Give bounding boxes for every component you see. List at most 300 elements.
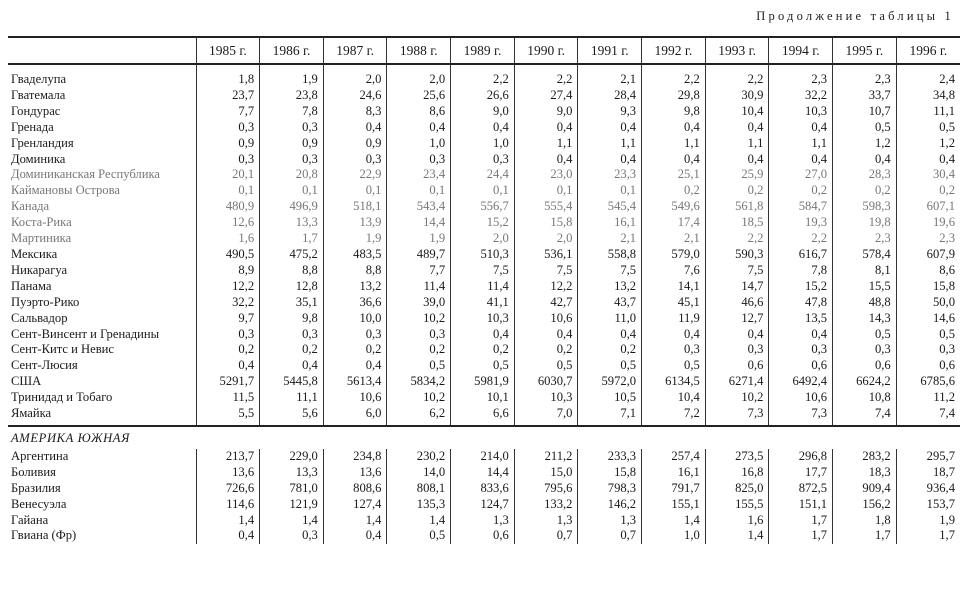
- value-cell: 1,1: [705, 136, 769, 152]
- value-cell: 0,4: [578, 120, 642, 136]
- value-cell: 10,4: [705, 104, 769, 120]
- value-cell: 5,5: [196, 406, 260, 426]
- value-cell: 0,4: [514, 327, 578, 343]
- table-row: [8, 342, 960, 358]
- table-row: [8, 104, 960, 120]
- value-cell: 2,3: [833, 231, 897, 247]
- value-cell: 10,7: [833, 104, 897, 120]
- table-row: [8, 513, 960, 529]
- value-cell: 14,6: [896, 311, 960, 327]
- value-cell: 5981,9: [451, 374, 515, 390]
- south-america-rows: [8, 449, 960, 544]
- value-cell: 518,1: [323, 199, 387, 215]
- value-cell: 15,2: [769, 279, 833, 295]
- value-cell: 23,4: [387, 167, 451, 183]
- value-cell: 1,8: [833, 513, 897, 529]
- value-cell: 808,6: [323, 481, 387, 497]
- value-cell: 2,3: [833, 64, 897, 88]
- value-cell: 13,3: [260, 215, 324, 231]
- country-name: Сент-Люсия: [11, 358, 78, 373]
- value-cell: 1,7: [769, 513, 833, 529]
- value-cell: 135,3: [387, 497, 451, 513]
- value-cell: 0,1: [196, 183, 260, 199]
- value-cell: 0,2: [451, 342, 515, 358]
- value-cell: 0,9: [323, 136, 387, 152]
- value-cell: 0,3: [196, 120, 260, 136]
- value-cell: 7,7: [387, 263, 451, 279]
- value-cell: 0,2: [642, 183, 706, 199]
- value-cell: 0,1: [260, 183, 324, 199]
- value-cell: 7,8: [260, 104, 324, 120]
- section-heading-fill: [196, 426, 960, 449]
- value-cell: 0,4: [387, 120, 451, 136]
- country-name: Никарагуа: [11, 262, 68, 277]
- value-cell: 10,2: [705, 390, 769, 406]
- value-cell: 17,7: [769, 465, 833, 481]
- value-cell: 1,7: [896, 528, 960, 544]
- value-cell: 0,5: [578, 358, 642, 374]
- value-cell: 8,6: [387, 104, 451, 120]
- value-cell: 16,8: [705, 465, 769, 481]
- value-cell: 0,4: [451, 327, 515, 343]
- value-cell: 0,6: [451, 528, 515, 544]
- value-cell: 0,4: [514, 152, 578, 168]
- table-row: [8, 481, 960, 497]
- value-cell: 0,4: [769, 120, 833, 136]
- value-cell: 6785,6: [896, 374, 960, 390]
- value-cell: 10,4: [642, 390, 706, 406]
- table-row: [8, 136, 960, 152]
- value-cell: 7,5: [705, 263, 769, 279]
- value-cell: 43,7: [578, 295, 642, 311]
- value-cell: 0,5: [387, 358, 451, 374]
- value-cell: 20,8: [260, 167, 324, 183]
- value-cell: 1,1: [578, 136, 642, 152]
- value-cell: 234,8: [323, 449, 387, 465]
- value-cell: 33,7: [833, 88, 897, 104]
- value-cell: 10,6: [769, 390, 833, 406]
- country-name: Гайана: [11, 512, 49, 527]
- north-america-rows: [8, 64, 960, 426]
- country-name: Мартиника: [11, 231, 72, 246]
- country-name: Сент-Винсент и Гренадины: [11, 326, 160, 341]
- value-cell: 2,1: [642, 231, 706, 247]
- value-cell: 0,3: [642, 342, 706, 358]
- table-row: [8, 231, 960, 247]
- value-cell: 127,4: [323, 497, 387, 513]
- value-cell: 22,9: [323, 167, 387, 183]
- value-cell: 825,0: [705, 481, 769, 497]
- country-name: Доминика: [11, 151, 66, 166]
- value-cell: 7,4: [896, 406, 960, 426]
- value-cell: 0,3: [323, 327, 387, 343]
- value-cell: 15,2: [451, 215, 515, 231]
- value-cell: 0,4: [578, 152, 642, 168]
- year-header: 1988 г.: [387, 37, 451, 64]
- value-cell: 490,5: [196, 247, 260, 263]
- value-cell: 0,3: [260, 327, 324, 343]
- value-cell: 10,6: [323, 390, 387, 406]
- value-cell: 872,5: [769, 481, 833, 497]
- section-heading: АМЕРИКА ЮЖНАЯ: [8, 426, 196, 449]
- value-cell: 0,5: [896, 120, 960, 136]
- value-cell: 1,6: [196, 231, 260, 247]
- value-cell: 7,4: [833, 406, 897, 426]
- value-cell: 7,3: [705, 406, 769, 426]
- value-cell: 561,8: [705, 199, 769, 215]
- table-row: [8, 327, 960, 343]
- value-cell: 34,8: [896, 88, 960, 104]
- value-cell: 213,7: [196, 449, 260, 465]
- value-cell: 0,5: [642, 358, 706, 374]
- value-cell: 1,6: [705, 513, 769, 529]
- value-cell: 1,4: [705, 528, 769, 544]
- table-row: [8, 215, 960, 231]
- country-name: Гренада: [11, 119, 54, 134]
- value-cell: 590,3: [705, 247, 769, 263]
- value-cell: 11,4: [387, 279, 451, 295]
- value-cell: 7,0: [514, 406, 578, 426]
- value-cell: 14,4: [451, 465, 515, 481]
- value-cell: 6,0: [323, 406, 387, 426]
- value-cell: 1,4: [260, 513, 324, 529]
- value-cell: 791,7: [642, 481, 706, 497]
- value-cell: 0,4: [642, 152, 706, 168]
- value-cell: 1,8: [196, 64, 260, 88]
- country-name: США: [11, 374, 42, 389]
- value-cell: 536,1: [514, 247, 578, 263]
- country-name: Доминиканская Республика: [11, 167, 160, 182]
- value-cell: 1,4: [387, 513, 451, 529]
- value-cell: 0,1: [578, 183, 642, 199]
- value-cell: 5834,2: [387, 374, 451, 390]
- table-row: [8, 311, 960, 327]
- value-cell: 0,3: [196, 327, 260, 343]
- value-cell: 0,4: [196, 358, 260, 374]
- value-cell: 833,6: [451, 481, 515, 497]
- value-cell: 0,3: [387, 152, 451, 168]
- value-cell: 556,7: [451, 199, 515, 215]
- value-cell: 0,4: [642, 120, 706, 136]
- value-cell: 214,0: [451, 449, 515, 465]
- value-cell: 5445,8: [260, 374, 324, 390]
- value-cell: 13,5: [769, 311, 833, 327]
- value-cell: 11,9: [642, 311, 706, 327]
- value-cell: 29,8: [642, 88, 706, 104]
- value-cell: 153,7: [896, 497, 960, 513]
- value-cell: 0,5: [451, 358, 515, 374]
- value-cell: 121,9: [260, 497, 324, 513]
- value-cell: 2,2: [451, 64, 515, 88]
- value-cell: 229,0: [260, 449, 324, 465]
- value-cell: 14,3: [833, 311, 897, 327]
- value-cell: 273,5: [705, 449, 769, 465]
- country-name: Сальвадор: [11, 310, 68, 325]
- data-table: [8, 36, 960, 544]
- value-cell: 0,3: [323, 152, 387, 168]
- value-cell: 23,7: [196, 88, 260, 104]
- country-name: Канада: [11, 199, 50, 214]
- value-cell: 555,4: [514, 199, 578, 215]
- value-cell: 1,7: [260, 231, 324, 247]
- value-cell: 16,1: [642, 465, 706, 481]
- country-name: Панама: [11, 278, 52, 293]
- value-cell: 558,8: [578, 247, 642, 263]
- value-cell: 2,2: [514, 64, 578, 88]
- table-row: [8, 247, 960, 263]
- value-cell: 7,2: [642, 406, 706, 426]
- country-name: Гвиана (Фр): [11, 528, 77, 543]
- value-cell: 0,4: [769, 152, 833, 168]
- value-cell: 28,4: [578, 88, 642, 104]
- value-cell: 2,2: [705, 231, 769, 247]
- value-cell: 2,1: [578, 231, 642, 247]
- value-cell: 1,1: [642, 136, 706, 152]
- value-cell: 10,5: [578, 390, 642, 406]
- year-header: 1995 г.: [833, 37, 897, 64]
- value-cell: 11,1: [896, 104, 960, 120]
- table-row: [8, 152, 960, 168]
- value-cell: 42,7: [514, 295, 578, 311]
- value-cell: 5613,4: [323, 374, 387, 390]
- value-cell: 616,7: [769, 247, 833, 263]
- value-cell: 543,4: [387, 199, 451, 215]
- value-cell: 1,9: [896, 513, 960, 529]
- value-cell: 1,2: [896, 136, 960, 152]
- value-cell: 7,7: [196, 104, 260, 120]
- value-cell: 30,4: [896, 167, 960, 183]
- value-cell: 598,3: [833, 199, 897, 215]
- value-cell: 0,3: [387, 327, 451, 343]
- value-cell: 0,3: [833, 342, 897, 358]
- value-cell: 32,2: [769, 88, 833, 104]
- value-cell: 19,3: [769, 215, 833, 231]
- value-cell: 14,4: [387, 215, 451, 231]
- value-cell: 155,1: [642, 497, 706, 513]
- value-cell: 233,3: [578, 449, 642, 465]
- value-cell: 0,3: [196, 152, 260, 168]
- value-cell: 545,4: [578, 199, 642, 215]
- value-cell: 25,9: [705, 167, 769, 183]
- country-name: Аргентина: [11, 448, 69, 463]
- value-cell: 0,4: [323, 120, 387, 136]
- value-cell: 795,6: [514, 481, 578, 497]
- value-cell: 18,5: [705, 215, 769, 231]
- value-cell: 1,7: [833, 528, 897, 544]
- value-cell: 549,6: [642, 199, 706, 215]
- value-cell: 13,9: [323, 215, 387, 231]
- value-cell: 0,5: [833, 327, 897, 343]
- value-cell: 0,6: [705, 358, 769, 374]
- value-cell: 0,6: [769, 358, 833, 374]
- value-cell: 1,4: [196, 513, 260, 529]
- value-cell: 5972,0: [578, 374, 642, 390]
- value-cell: 1,1: [514, 136, 578, 152]
- value-cell: 46,6: [705, 295, 769, 311]
- value-cell: 7,3: [769, 406, 833, 426]
- section-heading-row: [8, 426, 960, 449]
- value-cell: 2,0: [514, 231, 578, 247]
- value-cell: 50,0: [896, 295, 960, 311]
- table-row: [8, 497, 960, 513]
- value-cell: 124,7: [451, 497, 515, 513]
- value-cell: 496,9: [260, 199, 324, 215]
- value-cell: 133,2: [514, 497, 578, 513]
- value-cell: 155,5: [705, 497, 769, 513]
- value-cell: 0,4: [514, 120, 578, 136]
- table-row: [8, 279, 960, 295]
- south-america-section: [8, 426, 960, 449]
- value-cell: 0,2: [514, 342, 578, 358]
- value-cell: 1,9: [387, 231, 451, 247]
- value-cell: 16,1: [578, 215, 642, 231]
- value-cell: 0,2: [196, 342, 260, 358]
- value-cell: 1,0: [451, 136, 515, 152]
- value-cell: 0,4: [705, 327, 769, 343]
- value-cell: 10,6: [514, 311, 578, 327]
- value-cell: 2,4: [896, 64, 960, 88]
- value-cell: 13,2: [578, 279, 642, 295]
- value-cell: 10,8: [833, 390, 897, 406]
- table-caption: Продолжение таблицы 1: [756, 9, 954, 23]
- table-row: [8, 465, 960, 481]
- value-cell: 13,2: [323, 279, 387, 295]
- value-cell: 1,2: [833, 136, 897, 152]
- value-cell: 0,4: [705, 152, 769, 168]
- value-cell: 781,0: [260, 481, 324, 497]
- value-cell: 9,8: [260, 311, 324, 327]
- value-cell: 18,3: [833, 465, 897, 481]
- value-cell: 1,9: [323, 231, 387, 247]
- value-cell: 0,6: [833, 358, 897, 374]
- value-cell: 11,2: [896, 390, 960, 406]
- table-row: [8, 528, 960, 544]
- year-header: 1992 г.: [642, 37, 706, 64]
- value-cell: 24,6: [323, 88, 387, 104]
- value-cell: 13,6: [323, 465, 387, 481]
- value-cell: 936,4: [896, 481, 960, 497]
- value-cell: 27,4: [514, 88, 578, 104]
- value-cell: 41,1: [451, 295, 515, 311]
- value-cell: 10,3: [514, 390, 578, 406]
- value-cell: 15,8: [896, 279, 960, 295]
- country-name: Гондурас: [11, 103, 61, 118]
- value-cell: 483,5: [323, 247, 387, 263]
- header-row: [8, 37, 960, 64]
- value-cell: 0,5: [387, 528, 451, 544]
- value-cell: 726,6: [196, 481, 260, 497]
- value-cell: 23,8: [260, 88, 324, 104]
- value-cell: 8,3: [323, 104, 387, 120]
- value-cell: 13,3: [260, 465, 324, 481]
- value-cell: 0,2: [769, 183, 833, 199]
- value-cell: 0,4: [769, 327, 833, 343]
- value-cell: 7,6: [642, 263, 706, 279]
- value-cell: 0,2: [705, 183, 769, 199]
- table-row: [8, 64, 960, 88]
- value-cell: 2,0: [387, 64, 451, 88]
- value-cell: 8,9: [196, 263, 260, 279]
- value-cell: 12,2: [196, 279, 260, 295]
- value-cell: 10,3: [769, 104, 833, 120]
- value-cell: 257,4: [642, 449, 706, 465]
- value-cell: 211,2: [514, 449, 578, 465]
- year-header: 1986 г.: [260, 37, 324, 64]
- value-cell: 36,6: [323, 295, 387, 311]
- value-cell: 156,2: [833, 497, 897, 513]
- value-cell: 26,6: [451, 88, 515, 104]
- value-cell: 0,7: [578, 528, 642, 544]
- table-row: [8, 406, 960, 426]
- value-cell: 9,0: [514, 104, 578, 120]
- value-cell: 7,5: [451, 263, 515, 279]
- value-cell: 510,3: [451, 247, 515, 263]
- value-cell: 11,5: [196, 390, 260, 406]
- value-cell: 0,3: [705, 342, 769, 358]
- value-cell: 2,3: [769, 64, 833, 88]
- value-cell: 0,3: [260, 528, 324, 544]
- value-cell: 6,2: [387, 406, 451, 426]
- value-cell: 0,3: [896, 342, 960, 358]
- value-cell: 1,0: [642, 528, 706, 544]
- value-cell: 584,7: [769, 199, 833, 215]
- value-cell: 6,6: [451, 406, 515, 426]
- value-cell: 0,5: [833, 120, 897, 136]
- value-cell: 0,3: [769, 342, 833, 358]
- value-cell: 2,0: [451, 231, 515, 247]
- value-cell: 17,4: [642, 215, 706, 231]
- value-cell: 28,3: [833, 167, 897, 183]
- value-cell: 475,2: [260, 247, 324, 263]
- value-cell: 0,1: [514, 183, 578, 199]
- country-name: Бразилия: [11, 480, 61, 495]
- value-cell: 19,6: [896, 215, 960, 231]
- value-cell: 1,3: [451, 513, 515, 529]
- country-name: Венесуэла: [11, 496, 67, 511]
- value-cell: 27,0: [769, 167, 833, 183]
- value-cell: 12,6: [196, 215, 260, 231]
- country-name: Мексика: [11, 246, 58, 261]
- table-row: [8, 199, 960, 215]
- year-header: 1985 г.: [196, 37, 260, 64]
- value-cell: 8,6: [896, 263, 960, 279]
- value-cell: 7,8: [769, 263, 833, 279]
- value-cell: 808,1: [387, 481, 451, 497]
- value-cell: 12,7: [705, 311, 769, 327]
- value-cell: 0,2: [260, 342, 324, 358]
- value-cell: 15,5: [833, 279, 897, 295]
- value-cell: 18,7: [896, 465, 960, 481]
- table-row: [8, 358, 960, 374]
- value-cell: 32,2: [196, 295, 260, 311]
- value-cell: 14,0: [387, 465, 451, 481]
- value-cell: 2,0: [323, 64, 387, 88]
- value-cell: 296,8: [769, 449, 833, 465]
- value-cell: 8,1: [833, 263, 897, 279]
- value-cell: 2,2: [642, 64, 706, 88]
- value-cell: 13,6: [196, 465, 260, 481]
- value-cell: 0,4: [896, 152, 960, 168]
- year-header: 1996 г.: [896, 37, 960, 64]
- value-cell: 1,0: [387, 136, 451, 152]
- value-cell: 579,0: [642, 247, 706, 263]
- country-name: Гренландия: [11, 135, 74, 150]
- table-row: [8, 295, 960, 311]
- value-cell: 15,8: [514, 215, 578, 231]
- year-header: 1990 г.: [514, 37, 578, 64]
- value-cell: 9,7: [196, 311, 260, 327]
- value-cell: 578,4: [833, 247, 897, 263]
